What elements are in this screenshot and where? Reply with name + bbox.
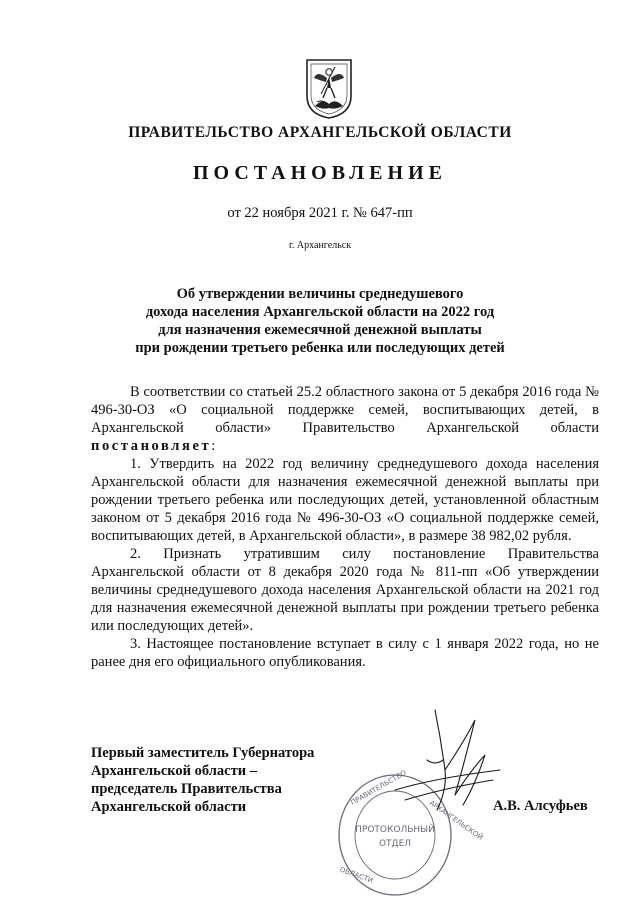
- item-paragraph-1: 1. Утвердить на 2022 год величину среднедушевого дохода населения Архангельской области для назначения ежемесячной денежной выплаты при рождении третьего ребенка или последующих детей, установленной областным законом от 5 декабря 2016 года № 496-30-ОЗ «О социальной поддержке семей, воспитывающих детей, в Архангельской области», в размере 38 982,02 рубля.: [91, 456, 599, 544]
- svg-text:ОБЛАСТИ: ОБЛАСТИ: [338, 865, 375, 885]
- position-line: председатель Правительства: [91, 781, 282, 797]
- title-line: для назначения ежемесячной денежной выплаты: [158, 322, 482, 338]
- city: г. Архангельск: [288, 240, 352, 251]
- document-body: [91, 383, 599, 671]
- position-line: Архангельской области: [91, 799, 247, 815]
- svg-text:ПРАВИТЕЛЬСТВО: ПРАВИТЕЛЬСТВО: [349, 768, 408, 808]
- date-and-number: от 22 ноября 2021 г. № 647-пп: [227, 205, 413, 221]
- document-type: ПОСТАНОВЛЕНИЕ: [193, 162, 447, 184]
- svg-text:ПРОТОКОЛЬНЫЙ: ПРОТОКОЛЬНЫЙ: [355, 825, 435, 835]
- position-line: Первый заместитель Губернатора: [91, 745, 315, 761]
- intro-paragraph: [91, 383, 599, 455]
- coat-of-arms-emblem: [305, 58, 353, 120]
- title-line: дохода населения Архангельской области на 2022 год: [145, 304, 495, 320]
- position-line: Архангельской области –: [91, 763, 257, 779]
- title-line: Об утверждении величины среднедушевого: [176, 286, 464, 302]
- item-paragraph-2: 2. Признать утратившим силу постановление Правительства Архангельской области от 8 декабря 2020 года № 811-пп «Об утверждении величины среднедушевого дохода населения Архангельской области на 2021 год для назначения ежемесячной денежной выплаты при рождении третьего ребенка или последующих детей».: [91, 546, 599, 634]
- title-line: при рождении третьего ребенка или последующих детей: [135, 340, 505, 356]
- svg-text:ОТДЕЛ: ОТДЕЛ: [378, 839, 412, 849]
- decree-word: постановляет: [91, 438, 212, 454]
- item-paragraph-3: 3. Настоящее постановление вступает в силу с 1 января 2022 года, но не ранее дня его официального опубликования.: [91, 636, 599, 670]
- intro-text: В соответствии со статьей 25.2 областного закона от 5 декабря 2016 года № 496-30-ОЗ «О социальной поддержке семей, воспитывающих детей, в Архангельской области» Правительство Архангельской области: [91, 384, 599, 436]
- signatory-name: А.В. Алсуфьев: [493, 798, 588, 814]
- document-title: [60, 285, 580, 357]
- handwritten-signature: [375, 700, 505, 830]
- decree-colon: :: [211, 438, 216, 454]
- signatory-position: [91, 744, 371, 816]
- government-name: ПРАВИТЕЛЬСТВО АРХАНГЕЛЬСКОЙ ОБЛАСТИ: [128, 124, 512, 141]
- svg-text:АРХАНГЕЛЬСКОЙ: АРХАНГЕЛЬСКОЙ: [427, 798, 485, 842]
